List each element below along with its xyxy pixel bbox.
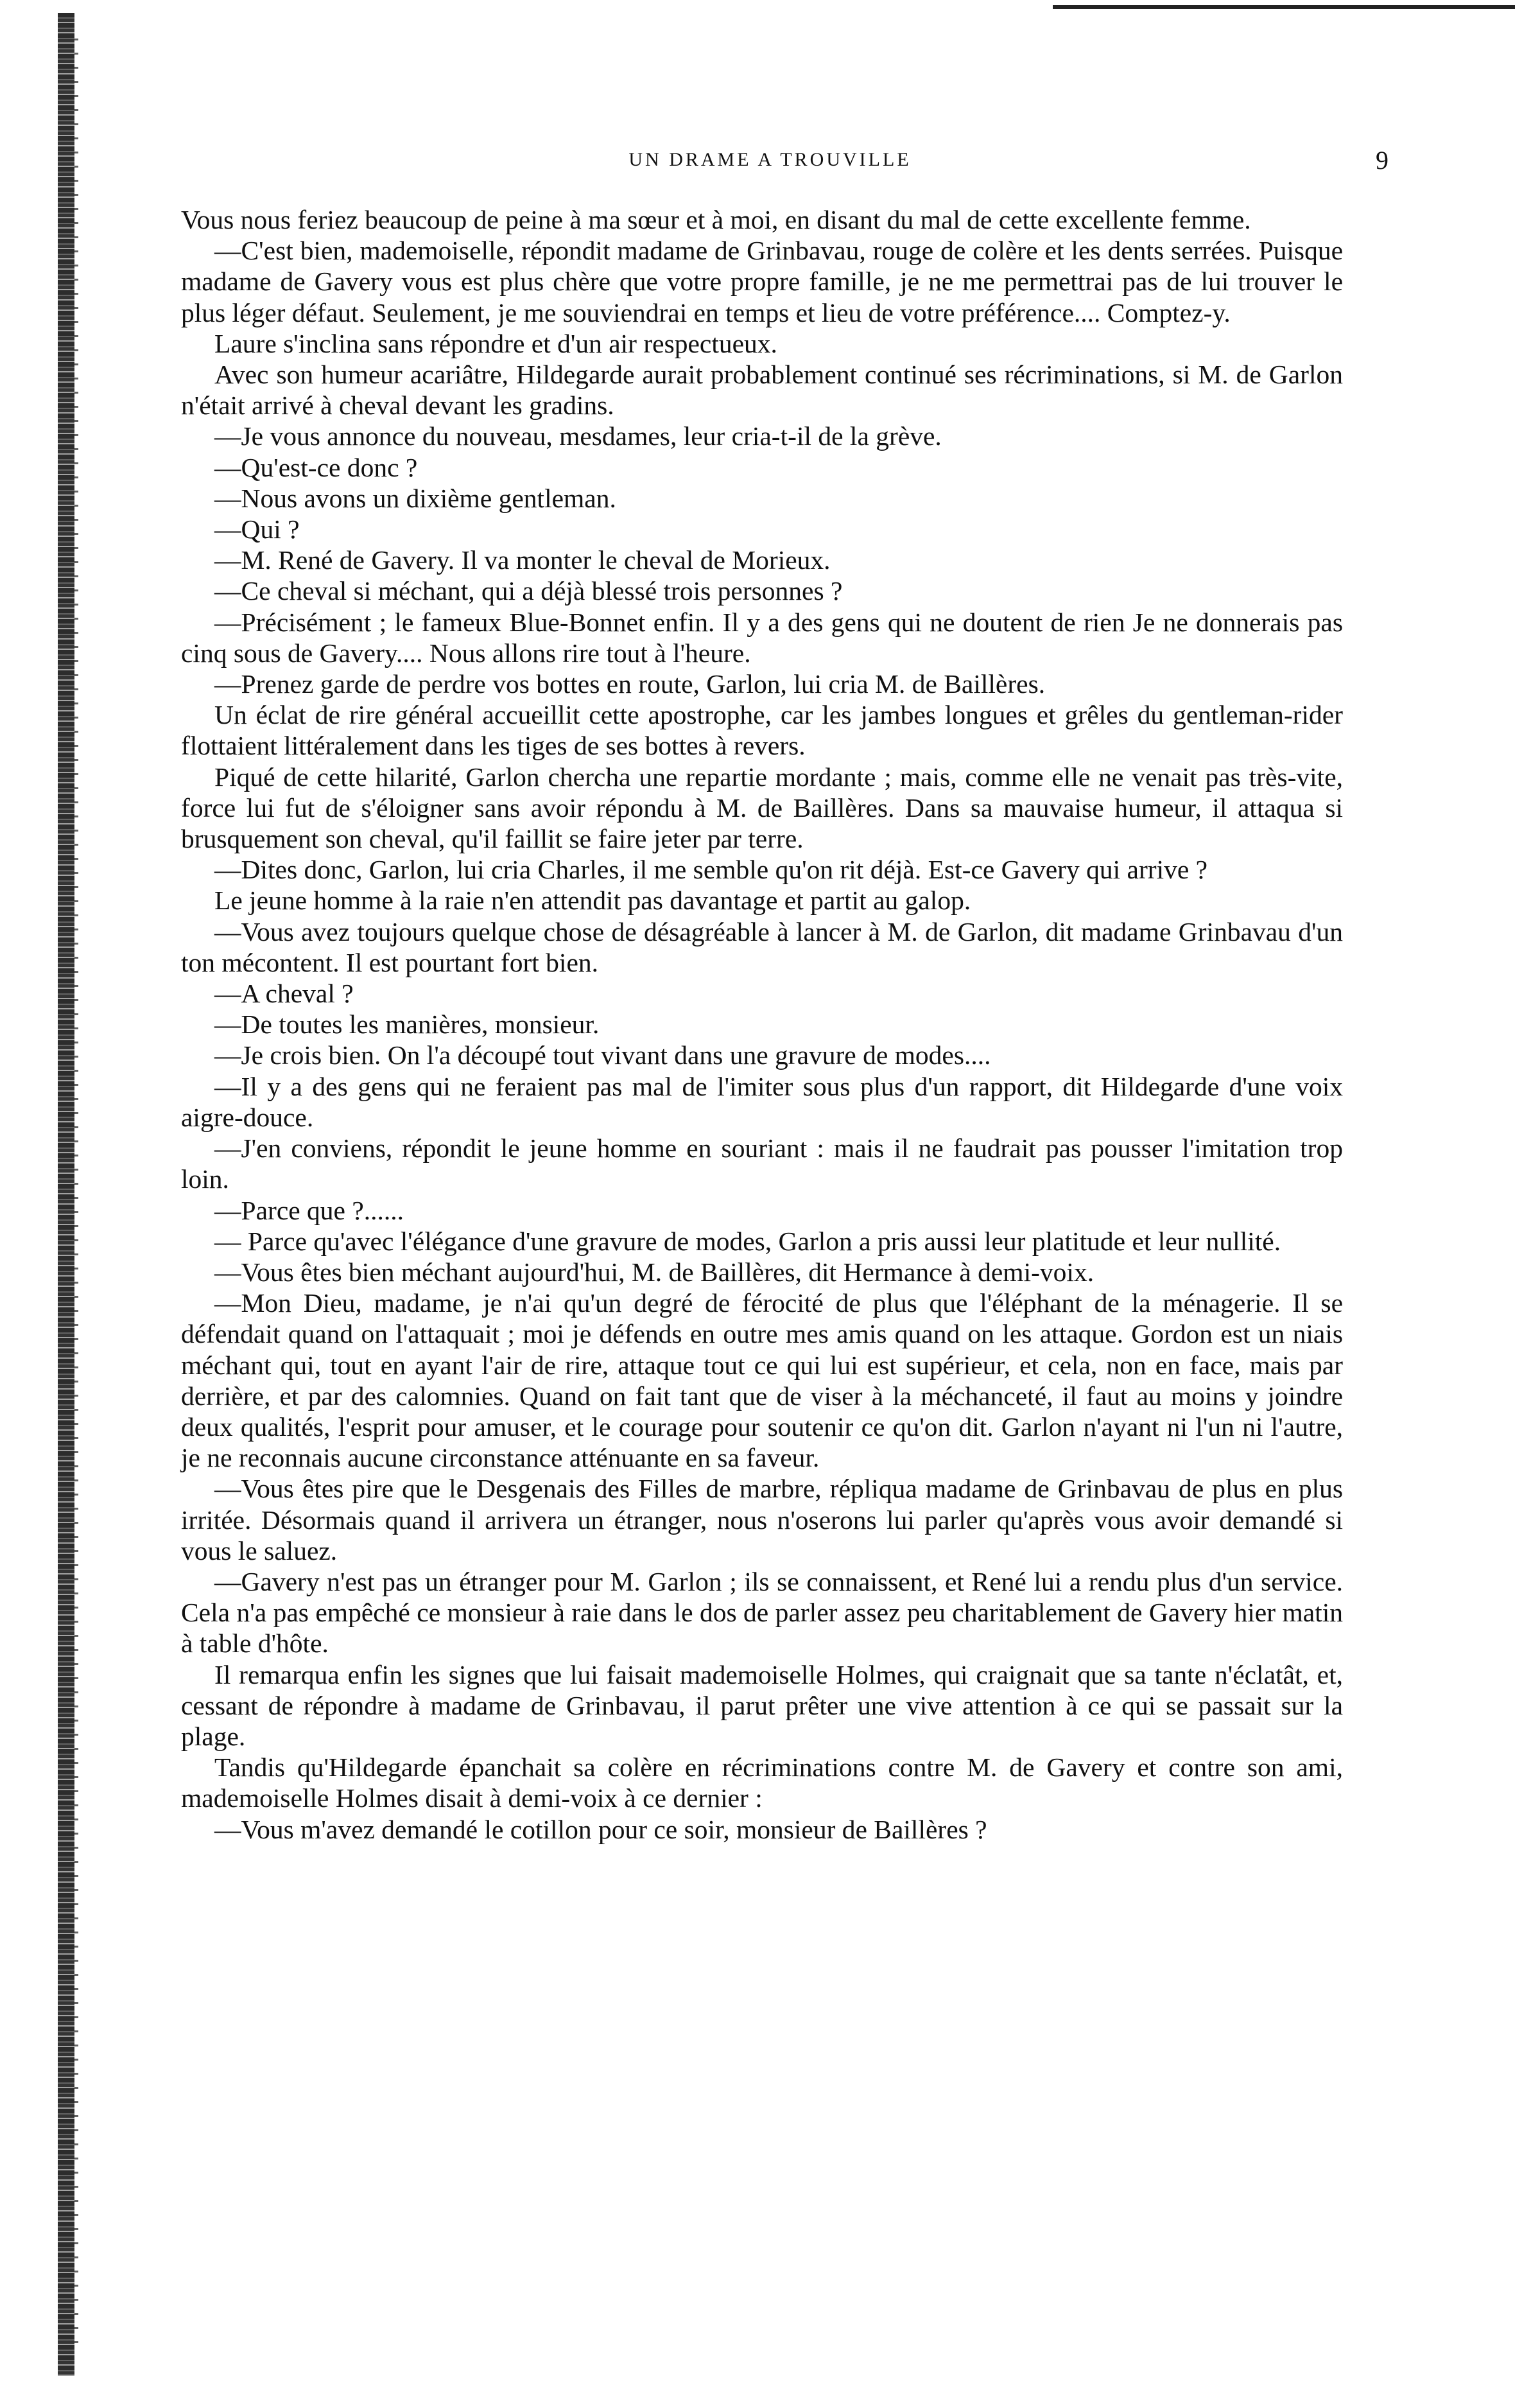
paragraph: Avec son humeur acariâtre, Hildegarde aurait probablement continué ses récriminations, si M. de Garlon n'était arrivé à cheval devant les gradins.	[181, 360, 1343, 421]
paragraph: —Vous êtes bien méchant aujourd'hui, M. de Baillères, dit Hermance à demi-voix.	[214, 1257, 1094, 1287]
binding-spine-shadow	[58, 13, 74, 2376]
paragraph: —Prenez garde de perdre vos bottes en route, Garlon, lui cria M. de Baillères.	[214, 669, 1046, 699]
paragraph: —Précisément ; le fameux Blue-Bonnet enfin. Il y a des gens qui ne doutent de rien Je ne donnerais pas cinq sous de Gavery.... Nous allons rire tout à l'heure.	[181, 607, 1343, 668]
paragraph: —Qui ?	[214, 514, 300, 545]
paragraph: —Nous avons un dixième gentleman.	[214, 483, 616, 513]
paragraph: —Ce cheval si méchant, qui a déjà blessé trois personnes ?	[214, 576, 843, 606]
paragraph: —De toutes les manières, monsieur.	[214, 1009, 600, 1040]
top-rule	[1053, 5, 1515, 9]
paragraph: Vous nous feriez beaucoup de peine à ma sœur et à moi, en disant du mal de cette excellente femme.	[181, 205, 1251, 234]
paragraph: Piqué de cette hilarité, Garlon chercha une repartie mordante ; mais, comme elle ne venait pas très-vite, force lui fut de s'éloigner sans avoir répondu à M. de Baillères. Dans sa mauvaise humeur, il attaqua si brusquement son cheval, qu'il faillit se faire jeter par terre.	[181, 762, 1343, 854]
page-number: 9	[1376, 146, 1389, 175]
paragraph: — Parce qu'avec l'élégance d'une gravure de modes, Garlon a pris aussi leur platitude et leur nullité.	[214, 1226, 1281, 1256]
paragraph: Un éclat de rire général accueillit cette apostrophe, car les jambes longues et grêles du gentleman-rider flottaient littéralement dans les tiges de ses bottes à revers.	[181, 700, 1343, 761]
paragraph: —J'en conviens, répondit le jeune homme en souriant : mais il ne faudrait pas pousser l'imitation trop loin.	[181, 1133, 1343, 1194]
paragraph: —C'est bien, mademoiselle, répondit madame de Grinbavau, rouge de colère et les dents serrées. Puisque madame de Gavery vous est plus chère que votre propre famille, je ne me permettrai pas de lui trouver le plus léger défaut. Seulement, je me souviendrai en temps et lieu de votre préférence.... Comptez-y.	[181, 236, 1343, 327]
paragraph: —Parce que ?......	[214, 1195, 404, 1225]
paragraph: —Je crois bien. On l'a découpé tout vivant dans une gravure de modes....	[214, 1040, 991, 1070]
paragraph: —Il y a des gens qui ne feraient pas mal de l'imiter sous plus d'un rapport, dit Hildegarde d'une voix aigre-douce.	[181, 1071, 1343, 1132]
binding-edge	[74, 39, 78, 2350]
text-body	[181, 204, 1343, 1845]
paragraph: —Qu'est-ce donc ?	[214, 452, 418, 482]
running-title: UN DRAME A TROUVILLE	[628, 149, 912, 170]
paragraph: —Vous m'avez demandé le cotillon pour ce soir, monsieur de Baillères ?	[214, 1814, 987, 1844]
paragraph: —Vous êtes pire que le Desgenais des Filles de marbre, répliqua madame de Grinbavau de plus en plus irritée. Désormais quand il arrivera un étranger, nous n'oserons lui parler qu'après vous avoir demandé si vous le saluez.	[181, 1474, 1343, 1566]
paragraph: Il remarqua enfin les signes que lui faisait mademoiselle Holmes, qui craignait que sa tante n'éclatât, et, cessant de répondre à madame de Grinbavau, il parut prêter une vive attention à ce qui se passait sur la plage.	[181, 1659, 1343, 1751]
paragraph: —Gavery n'est pas un étranger pour M. Garlon ; ils se connaissent, et René lui a rendu plus d'un service. Cela n'a pas empêché ce monsieur à raie dans le dos de parler assez peu charitablement de Gavery hier matin à table d'hôte.	[181, 1566, 1343, 1659]
paragraph: —Je vous annonce du nouveau, mesdames, leur cria-t-il de la grève.	[214, 421, 942, 451]
paragraph: —Mon Dieu, madame, je n'ai qu'un degré de férocité de plus que l'éléphant de la ménagerie. Il se défendait quand on l'attaquait ; moi je défends en outre mes amis quand on les attaque. Gordon est un niais méchant qui, tout en ayant l'air de rire, attaque tout ce qui lui est supérieur, et cela, non en face, mais par derrière, et par des calomnies. Quand on fait tant que de viser à la méchanceté, il faut au moins y joindre deux qualités, l'esprit pour amuser, et le courage pour soutenir ce qu'on dit. Garlon n'ayant ni l'un ni l'autre, je ne reconnais aucune circonstance atténuante en sa faveur.	[181, 1288, 1343, 1473]
paragraph: —Dites donc, Garlon, lui cria Charles, il me semble qu'on rit déjà. Est-ce Gavery qui arrive ?	[214, 855, 1208, 885]
running-head	[0, 146, 1540, 175]
paragraph: —M. René de Gavery. Il va monter le cheval de Morieux.	[214, 545, 831, 575]
paragraph: —Vous avez toujours quelque chose de désagréable à lancer à M. de Garlon, dit madame Grinbavau d'un ton mécontent. Il est pourtant fort bien.	[181, 916, 1343, 977]
paragraph: —A cheval ?	[214, 979, 354, 1009]
paragraph: Tandis qu'Hildegarde épanchait sa colère en récriminations contre M. de Gavery et contre son ami, mademoiselle Holmes disait à demi-voix à ce dernier :	[181, 1752, 1343, 1813]
paragraph: Le jeune homme à la raie n'en attendit pas davantage et partit au galop.	[214, 885, 971, 916]
paragraph: Laure s'inclina sans répondre et d'un air respectueux.	[214, 328, 777, 358]
